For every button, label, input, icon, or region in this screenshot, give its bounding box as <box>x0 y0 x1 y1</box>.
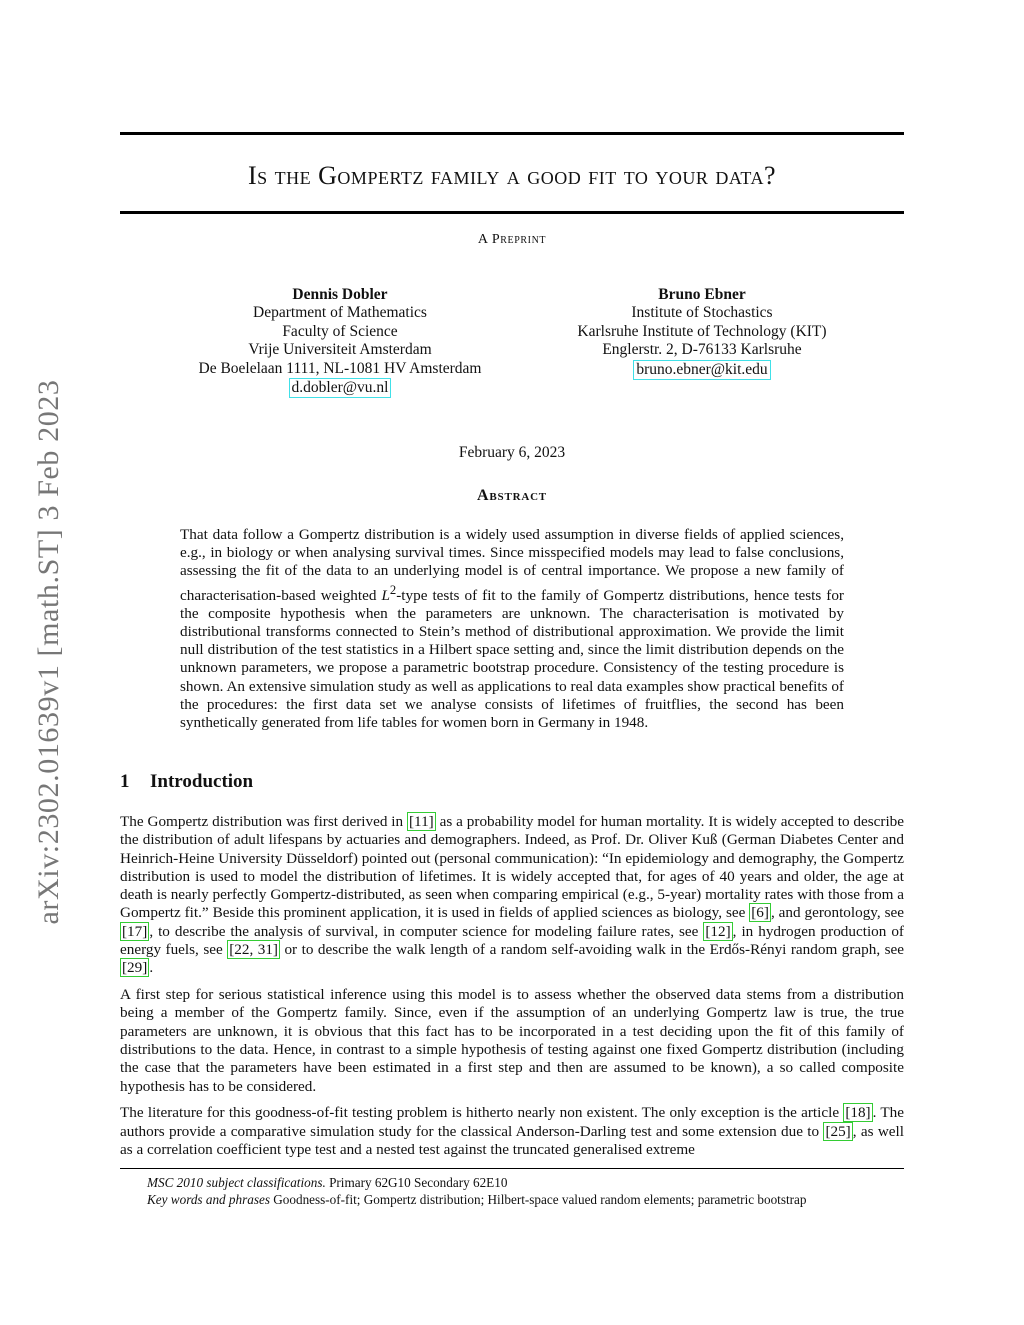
paragraph: A first step for serious statistical inference using this model is to assess whether the observed data stems from a distribution being a member of the Gompertz family. Since, even if the assumption of an underlying Gompertz law is true, the true parameters are unknown, it is obvious that this fact has to be incorporated in a test deciding upon the fit of this family of distributions to the data. Hence, in contrast to a simple hypothesis of testing against one fixed Gompertz distribution (including the case that the parameters have been estimated in a first step and then are assumed to be known), a so called composite hypothesis has to be considered. <box>120 986 904 1095</box>
author-affiliation: Faculty of Science <box>282 322 398 340</box>
citation-link[interactable]: [6] <box>751 904 769 922</box>
author-address: Englerstr. 2, D-76133 Karlsruhe <box>602 341 802 359</box>
section-number: 1 <box>120 771 130 792</box>
paragraph: The literature for this goodness-of-fit testing problem is hitherto nearly non existent. The only exception is the article [18] . The authors provide a comparative simulation study for the classical Anderson-Darling test and some extension due to [25] , as well as a correlation coefficient type test and a nested test against the truncated generalised extreme <box>120 1104 904 1159</box>
title-rule-bottom <box>120 211 904 214</box>
paragraph: The Gompertz distribution was first derived in [11] as a probability model for human mortality. It is widely accepted to describe the distribution of adult lifespans by actuaries and demographers. Indeed, as Prof. Dr. Oliver Kuß (German Diabetes Center and Heinrich-Heine University Düsseldorf) pointed out (personal communication): “In epidemiology and demography, the Gompertz distribution is used to model the distribution of lifetimes. It is widely accepted that, for ages of 40 years and older, the age at death is nearly perfectly Gompertz-distributed, as seen when comparing empirical (e.g., 5-year) mortality rates with those from a Gompertz fit.” Beside this prominent application, it is used in fields of applied sciences as biology, see [6] , and gerontology, see [17] , to describe the analysis of survival, in computer science for modeling failure rates, see [12] , in hydrogen production of energy fuels, see [22, 31] or to describe the walk length of a random self-avoiding walk in the Erdős-Rényi random graph, see [29] . <box>120 813 905 977</box>
author-name: Bruno Ebner <box>658 286 746 303</box>
abstract-text: That data follow a Gompertz distribution is a widely used assumption in diverse fields of applied sciences, e.g., in biology or when analysing survival times. Since misspecified models may lead to false conclusions, assessing the fit of the data to an underlying model is of central importance. We propose a new family of characterisation-based weighted $L^2$-type tests of fit to the family of Gompertz distributions, hence tests for the composite hypothesis when the parameters are unknown. The characterisation is motivated by distributional transforms connected to Stein’s method of distributional approximation. We provide the limit null distribution of the test statistics in a Hilbert space setting and, since the limit distribution depends on the unknown parameters, we propose a parametric bootstrap procedure. Consistency of the testing procedure is shown. An extensive simulation study as well as applications to real data examples show practical benefits of the procedures: the first data set we analyse consists of lifetimes of fruitflies, the second has been synthetically generated from life tables for women born in Germany in 1948. <box>180 526 844 732</box>
citation-link[interactable]: [25] <box>825 1122 851 1140</box>
author-affiliation: Institute of Stochastics <box>631 304 773 322</box>
arxiv-side-stamp <box>24 352 74 952</box>
footnote-keywords: Key words and phrases Goodness-of-fit; Gompertz distribution; Hilbert-space valued random elements; parametric bootstrap <box>147 1192 807 1207</box>
author-block-1 <box>170 286 510 398</box>
citation-link[interactable]: [17] <box>122 922 148 940</box>
author-affiliation: Department of Mathematics <box>253 304 427 322</box>
arxiv-identifier: arXiv:2302.01639v1 [math.ST] 3 Feb 2023 <box>32 379 65 925</box>
section-title: Introduction <box>150 771 254 792</box>
paper-date: February 6, 2023 <box>458 444 566 461</box>
footnote-rule <box>120 1168 904 1169</box>
citation-link[interactable]: [18] <box>845 1104 871 1122</box>
title-rule-top <box>120 132 904 135</box>
author-name: Dennis Dobler <box>292 286 388 303</box>
citation-link[interactable]: [11] <box>409 813 434 830</box>
author-affiliation: Karlsruhe Institute of Technology (KIT) <box>577 322 827 340</box>
body-text <box>120 813 904 1168</box>
author-email-link[interactable]: d.dobler@vu.nl <box>289 378 392 398</box>
citation-link[interactable]: [12] <box>705 922 731 940</box>
paper-title: Is the Gompertz family a good fit to your data? <box>248 161 776 190</box>
author-email-link[interactable]: bruno.ebner@kit.edu <box>633 360 770 380</box>
section-heading <box>120 771 253 793</box>
math-symbol: L <box>381 586 390 604</box>
citation-link[interactable]: [29] <box>122 959 148 977</box>
author-address: De Boelelaan 1111, NL-1081 HV Amsterdam <box>198 359 482 377</box>
author-affiliation: Vrije Universiteit Amsterdam <box>248 341 432 359</box>
abstract-heading: Abstract <box>477 487 547 504</box>
author-block-2 <box>552 286 852 380</box>
citation-link[interactable]: [22, 31] <box>229 941 278 959</box>
preprint-label: A Preprint <box>477 232 547 247</box>
footnote-msc: MSC 2010 subject classifications. Primary 62G10 Secondary 62E10 <box>147 1175 508 1190</box>
